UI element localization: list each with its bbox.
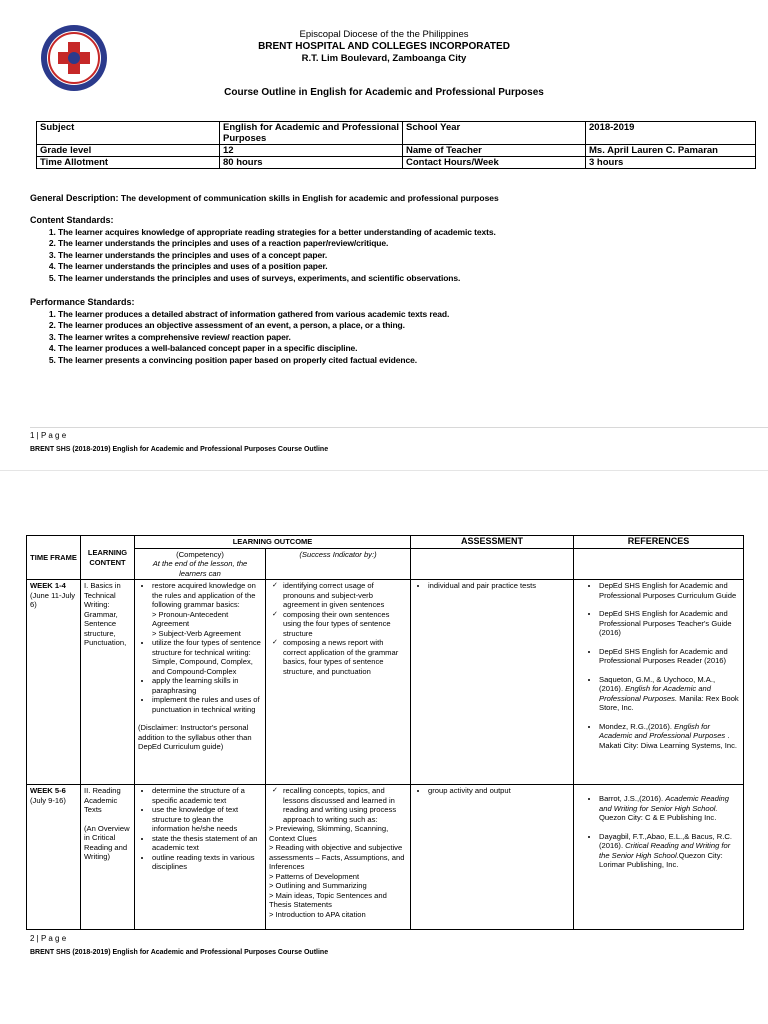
content-standard-item: 1. The learner acquires knowledge of appropriate reading strategies for a better understanding of academic texts. [58,227,496,239]
performance-standard-item: 2. The learner produces an objective assessment of an event, a person, a place, or a thing. [58,320,449,332]
disclaimer-note: (Disclaimer: Instructor's personal addition to the syllabus other than DepEd Curriculum guide) [138,723,252,751]
contact-hours-value: 3 hours [586,157,756,169]
competency-subitem: > Subject-Verb Agreement [152,628,241,638]
success-indicator-item: ✓ recalling concepts, topics, and lessons discussed and learned in reading and writing using process approach to writing such as: [283,786,407,824]
table-row [27,785,744,930]
learning-content-cell [81,785,135,930]
week-label: WEEK 1-4 [30,581,66,590]
competency-sub-label: At the end of the lesson, the learners can [152,559,248,578]
grade-value: 12 [220,145,403,157]
success-indicator-header: (Success Indicator by:) [266,548,411,580]
success-subitem: > Outlining and Summarizing [269,881,367,890]
footer-divider [30,427,768,428]
competency-item: • restore acquired knowledge on the rules and application of the following grammar basics: [152,581,262,610]
footer-text: BRENT SHS (2018-2019) English for Academic and Professional Purposes Course Outline [30,446,329,453]
success-indicator-cell [266,580,411,785]
school-year-label: School Year [403,122,586,145]
content-standards [30,215,496,284]
page-one [0,0,768,470]
competency-item: • determine the structure of a specific academic text [152,786,262,805]
assessment-subheader [411,548,574,580]
references-cell [574,785,744,930]
assessment-item: • group activity and output [428,786,570,796]
content-standard-item: 2. The learner understands the principles and uses of a reaction paper/review/critique. [58,238,496,250]
reference-item: • Barrot, J.S.,(2016). Academic Reading and Writing for Senior High School. Quezon City: C & E Publishing Inc. [599,794,740,823]
success-subitem: > Introduction to APA citation [269,909,366,919]
references-header: REFERENCES [574,536,744,549]
subject-value: English for Academic and Professional Purposes [220,122,403,145]
time-allotment-label: Time Allotment [37,157,220,169]
competency-item: • implement the rules and uses of punctuation in technical writing [152,695,262,714]
content-standard-item: 4. The learner understands the principles and uses of a position paper. [58,261,496,273]
teacher-value: Ms. April Lauren C. Pamaran [586,145,756,157]
footer-text: BRENT SHS (2018-2019) English for Academic and Professional Purposes Course Outline [30,949,329,956]
competency-item: • outline reading texts in various disciplines [152,853,262,872]
reference-item: • DepEd SHS English for Academic and Professional Purposes Reader (2016) [599,647,740,666]
institution-address: R.T. Lim Boulevard, Zamboanga City [301,53,467,64]
assessment-cell [411,580,574,785]
reference-item: • Saqueton, G.M., & Uychoco, M.A., (2016). English for Academic and Professional Purposes. Manila: Rex Book Store, Inc. [599,675,740,713]
reference-item: • Mondez, R.G.,(2016). English for Academic and Professional Purposes . Makati City: Diwa Learning Systems, Inc. [599,722,740,751]
success-subitem: > Main ideas, Topic Sentences and Thesis Statements [269,890,387,909]
success-indicator-item: ✓ composing a news report with correct application of the grammar basics, four types of sentence structure, and punctuation [283,638,407,676]
learning-content-cell: I. Basics in Technical Writing: Grammar, Sentence structure, Punctuation, [81,580,135,785]
general-description-text: The development of communication skills in English for academic and professional purposes [118,193,499,203]
grade-label: Grade level [37,145,220,157]
success-indicator-cell [266,785,411,930]
performance-standard-item: 1. The learner produces a detailed abstract of information gathered from various academic texts read. [58,309,449,321]
diocese-name: Episcopal Diocese of the the Philippines [299,29,469,40]
learning-content-title: II. Reading Academic Texts [84,786,121,814]
course-info-table [36,121,756,169]
learning-content-subtitle: (An Overview in Critical Reading and Writing) [84,823,130,861]
competency-cell [135,580,266,785]
competency-header [135,548,266,580]
performance-standards-label: Performance Standards: [30,297,135,307]
week-dates: (June 11-July 6) [30,590,76,609]
success-subitem: > Patterns of Development [269,871,360,881]
performance-standards [30,297,449,366]
week-dates: (July 9-16) [30,795,66,805]
page-one-footer [30,431,328,453]
content-standard-item: 3. The learner understands the principles and uses of a concept paper. [58,250,496,262]
assessment-cell [411,785,574,930]
competency-item: • apply the learning skills in paraphrasing [152,676,262,695]
contact-hours-label: Contact Hours/Week [403,157,586,169]
course-title: Course Outline in English for Academic and Professional Purposes [224,87,544,98]
competency-item: • utilize the four types of sentence structure for technical writing: Simple, Compound, Complex, and Compound-Complex [152,638,262,676]
page-break [0,470,768,471]
time-frame-cell [27,785,81,930]
performance-standard-item: 5. The learner presents a convincing position paper based on properly cited factual evidence. [58,355,449,367]
success-subitem: > Previewing, Skimming, Scanning, Context Clues [269,824,389,843]
learning-content-header: LEARNING CONTENT [81,536,135,580]
learning-outcome-header: LEARNING OUTCOME [135,536,411,549]
content-standard-item: 5. The learner understands the principles and uses of surveys, experiments, and scientific observations. [58,273,496,285]
competency-item: • state the thesis statement of an academic text [152,834,262,853]
general-description [30,193,499,205]
competency-subitem: > Pronoun-Antecedent Agreement [152,609,229,628]
course-outline-table [26,535,744,930]
performance-standard-item: 4. The learner produces a well-balanced concept paper in a specific discipline. [58,343,449,355]
assessment-header: ASSESSMENT [411,536,574,549]
time-allotment-value: 80 hours [220,157,403,169]
competency-item: • use the knowledge of text structure to glean the information he/she needs [152,805,262,834]
reference-item: • DepEd SHS English for Academic and Professional Purposes Curriculum Guide [599,581,740,600]
teacher-label: Name of Teacher [403,145,586,157]
success-indicator-item: ✓ identifying correct usage of pronouns and subject-verb agreement in given sentences [283,581,407,610]
success-indicator-item: ✓ composing their own sentences using the four types of sentence structure [283,610,407,639]
success-subitem: > Reading with objective and subjective assessments – Facts, Assumptions, and Inferences [269,843,405,871]
competency-cell [135,785,266,930]
institution-name: BRENT HOSPITAL AND COLLEGES INCORPORATED [258,41,510,52]
references-subheader [574,548,744,580]
reference-item: • DepEd SHS English for Academic and Professional Purposes Teacher's Guide (2016) [599,609,740,638]
school-year-value: 2018-2019 [586,122,756,145]
general-description-label: General Description: [30,193,119,203]
page-two-footer [30,934,328,956]
references-cell [574,580,744,785]
page-number: 2 | P a g e [30,934,67,943]
time-frame-header: TIME FRAME [27,536,81,580]
subject-label: Subject [37,122,220,145]
page-number: 1 | P a g e [30,431,67,440]
table-row [27,580,744,785]
assessment-item: • individual and pair practice tests [428,581,570,591]
content-standards-label: Content Standards: [30,215,114,225]
performance-standard-item: 3. The learner writes a comprehensive review/ reaction paper. [58,332,449,344]
competency-label: (Competency) [176,549,224,559]
reference-item: • Dayagbil, F.T.,Abao, E.L.,& Bacus, R.C. (2016). Critical Reading and Writing for the Senior High School.Quezon City: Lorimar Publishing, Inc. [599,832,740,870]
week-label: WEEK 5-6 [30,786,66,795]
time-frame-cell [27,580,81,785]
